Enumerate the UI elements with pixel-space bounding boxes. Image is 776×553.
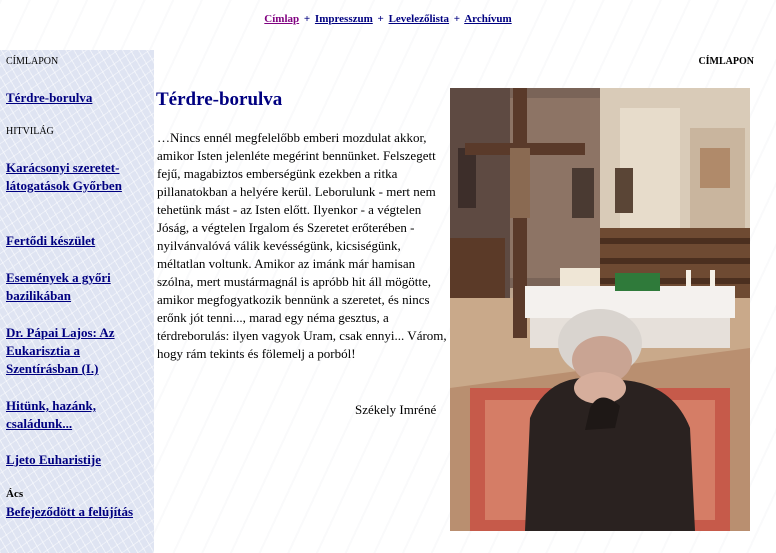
nav-link-impresszum[interactable]: Impresszum [314, 13, 373, 25]
article-photo [450, 88, 750, 531]
sidebar-label-acs: Ács [6, 488, 24, 500]
sidebar-link-papai[interactable]: Dr. Pápai Lajos: Az Eukarisztia a Szentírásban (I.) [6, 325, 115, 376]
sidebar-link-ljeto[interactable]: Ljeto Euharistije [6, 452, 101, 467]
church-interior-image [450, 88, 750, 531]
sidebar-section-cimlapon: CÍMLAPON [6, 56, 59, 67]
article-author: Székely Imréné [355, 402, 437, 417]
sidebar-link-hitunk[interactable]: Hitünk, hazánk, családunk... [6, 398, 96, 431]
right-section-label: CÍMLAPON [698, 56, 754, 67]
sidebar [0, 50, 154, 553]
sidebar-link-befejezodott[interactable]: Befejeződött a felújítás [6, 504, 134, 519]
nav-separator: + [303, 13, 311, 25]
sidebar-link-fertodi[interactable]: Fertődi készület [6, 233, 96, 248]
nav-separator: + [453, 13, 461, 25]
sidebar-link-karacsonyi[interactable]: Karácsonyi szeretet-látogatások Győrben [6, 160, 122, 193]
nav-link-levelezolista[interactable]: Levelezőlista [388, 13, 450, 25]
sidebar-section-hitvilag: HITVILÁG [6, 126, 54, 137]
nav-separator: + [377, 13, 384, 25]
nav-link-archivum[interactable]: Archívum [464, 13, 512, 25]
article-text: …Nincs ennél megfelelőbb emberi mozdulat akkor, amikor Isten jelenléte megérint bennünket. Felszegett fejű, magabiztos emberségünk ezekben a ritka pillanatokban a helyére kerül. Leborulunk - mert nem tehetünk mást - az Isten előtt. Ilyenkor - a végtelen Jóság, a végtelen Irgalom és Szeretet erőterében - nyilvánvalóvá válik kevésségünk, kicsiségünk, méltatlan voltunk. Amikor az imánk már hamisan szólna, mert mustármagnál is apróbb hit áll mögötte, amikor megfogyatkozik bennünk a szeretet, és nincs erőnk jót tenni..., marad egy néma gesztus, a térdreborulás: ilyen vagyok Uram, csak ennyi... Várom, hogy rám tekints és fölemelj a porból! [157, 130, 447, 361]
article-title: Térdre-borulva [156, 89, 283, 110]
nav-link-cimlap[interactable]: Címlap [264, 13, 300, 25]
top-navigation [0, 11, 776, 27]
sidebar-link-terdre-borulva[interactable]: Térdre-borulva [6, 90, 93, 105]
sidebar-link-esemenyek[interactable]: Események a győri bazilikában [6, 270, 111, 303]
